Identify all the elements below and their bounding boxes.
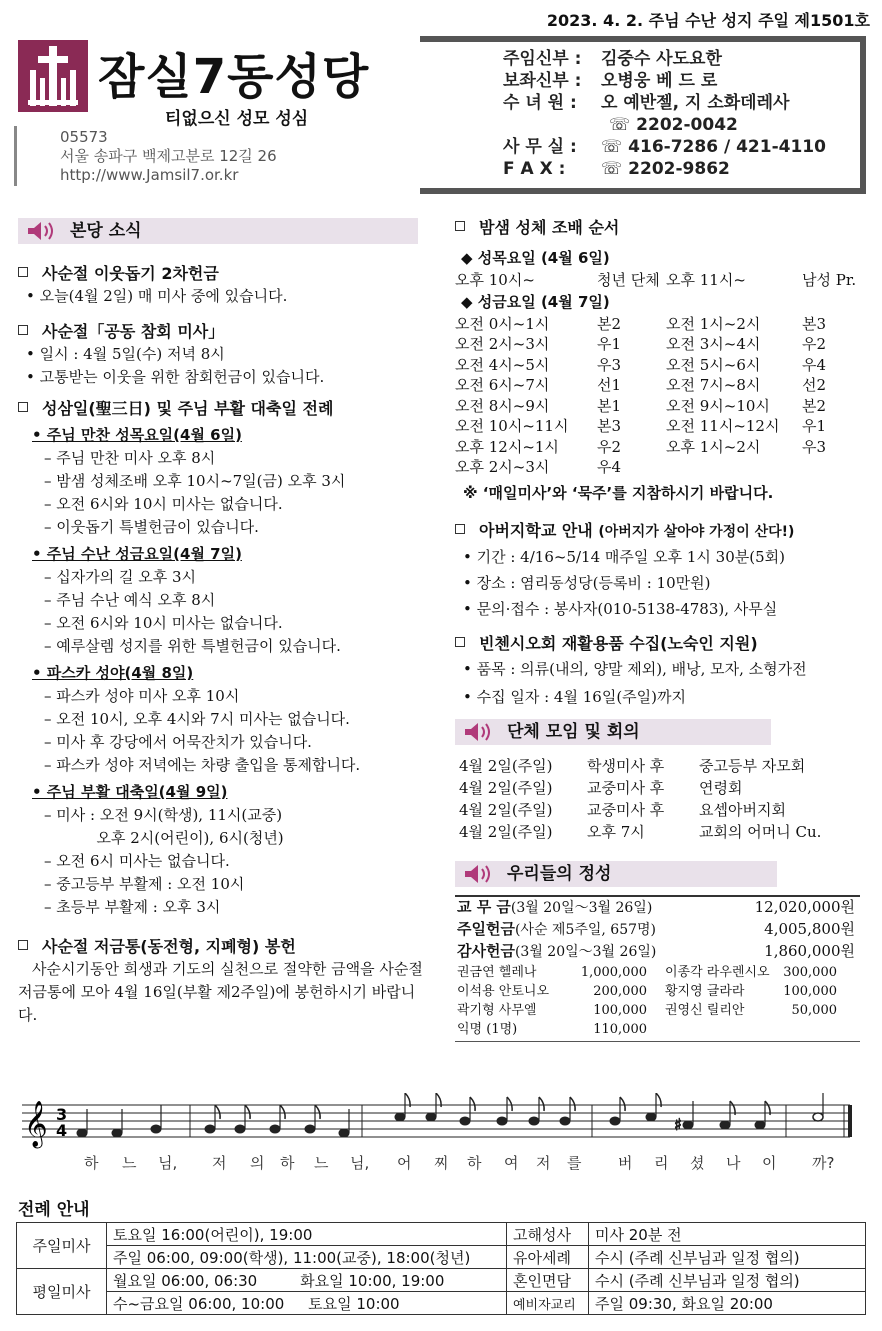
offering-name: 교 무 금 bbox=[457, 897, 511, 916]
triduum-day: • 파스카 성야(4월 8일) bbox=[32, 664, 194, 682]
donor-cell: 곽기형 사무엘 bbox=[457, 1002, 537, 1018]
item-title: 사순절 이웃돕기 2차헌금 bbox=[18, 262, 430, 285]
father-line: • 장소 : 염리동성당(등록비 : 10만원) bbox=[463, 573, 711, 592]
offering-row bbox=[457, 919, 855, 941]
donor-cell: 100,000 bbox=[593, 1002, 647, 1018]
note-head bbox=[112, 1129, 122, 1137]
infant-baptism-value: 수시 (주례 신부님과 일정 협의) bbox=[589, 1246, 866, 1269]
checkbox-icon bbox=[18, 267, 28, 277]
triduum-line: – 파스카 성야 미사 오후 10시 bbox=[44, 687, 240, 705]
note-head bbox=[77, 1129, 87, 1137]
schedule-cell: 우1 bbox=[802, 417, 827, 435]
checkbox-icon bbox=[18, 402, 28, 412]
lyric-syllable: 찌 bbox=[434, 1154, 449, 1172]
speaker-icon bbox=[26, 221, 56, 241]
donor-cell: 권금연 헬레나 bbox=[457, 964, 537, 980]
note-flag bbox=[245, 1105, 250, 1119]
lyric-syllable: 느 bbox=[122, 1154, 137, 1172]
meeting-cell: 오후 7시 bbox=[587, 822, 645, 841]
lyric-syllable: 나 bbox=[726, 1154, 741, 1172]
schedule-cell: 오전 2시~3시 bbox=[455, 335, 550, 353]
lyric-syllable: 리 bbox=[654, 1154, 669, 1172]
meeting-cell: 교회의 어머니 Cu. bbox=[699, 822, 822, 841]
item-title: 사순절「공동 참회 미사」 bbox=[18, 320, 430, 343]
triduum-line: – 파스카 성야 저녁에는 차량 출입을 통제합니다. bbox=[44, 756, 361, 774]
schedule-cell: 오전 6시~7시 bbox=[455, 376, 550, 394]
donor-cell bbox=[777, 1020, 837, 1039]
website-link[interactable]: http://www.Jamsil7.or.kr bbox=[60, 166, 239, 184]
note-flag bbox=[539, 1097, 544, 1111]
catechumen-label: 예비자교리 bbox=[507, 1292, 589, 1315]
lyric-syllable: 를 bbox=[567, 1154, 582, 1172]
section-header-parish-news: 본당 소식 bbox=[18, 218, 418, 244]
friday-label: ◆ 성금요일 (4월 7일) bbox=[461, 292, 610, 311]
triduum-line: – 주님 수난 예식 오후 8시 bbox=[44, 591, 216, 609]
note-head bbox=[460, 1117, 470, 1125]
treble-clef-icon: 𝄞 bbox=[24, 1101, 48, 1147]
item-bullet: • 오늘(4월 2일) 매 미사 중에 있습니다. bbox=[26, 287, 288, 305]
schedule-cell: 본3 bbox=[802, 314, 827, 333]
schedule-cell: 오전 8시~9시 bbox=[455, 396, 550, 415]
schedule-cell: 우2 bbox=[597, 437, 622, 456]
schedule-cell: 본2 bbox=[597, 314, 622, 333]
staff-row: F A X : ☏ 2202-9862 bbox=[503, 159, 730, 179]
triduum-line: – 오전 6시와 10시 미사는 없습니다. bbox=[44, 614, 283, 632]
schedule-cell: 본2 bbox=[802, 396, 827, 415]
staff-list bbox=[503, 48, 863, 180]
weekday-mass-2: 수~금요일 06:00, 10:00 토요일 10:00 bbox=[107, 1292, 507, 1315]
weekday-mass-1: 월요일 06:00, 06:30 화요일 10:00, 19:00 bbox=[107, 1269, 507, 1292]
schedule-cell: 본3 bbox=[597, 417, 622, 435]
section-header-meetings: 단체 모임 및 회의 bbox=[455, 719, 771, 745]
postcode: 05573 bbox=[60, 128, 108, 146]
note-head bbox=[270, 1125, 280, 1133]
staff-row: 수 녀 원 : 오 예반젤, 지 소화데레사 bbox=[503, 93, 790, 113]
offering-row bbox=[457, 897, 855, 919]
schedule-cell: 선2 bbox=[802, 376, 827, 394]
note-flag bbox=[215, 1105, 220, 1119]
schedule-cell: 오후 2시~3시 bbox=[455, 458, 550, 476]
triduum-line: – 오전 6시와 10시 미사는 없습니다. bbox=[44, 495, 283, 513]
note-head bbox=[560, 1117, 570, 1125]
offering-detail: (사순 제5주일, 657명) bbox=[514, 921, 657, 938]
sunday-mass-1: 토요일 16:00(어린이), 19:00 bbox=[107, 1223, 507, 1246]
meeting-cell: 연령회 bbox=[699, 778, 743, 797]
offering-row bbox=[457, 941, 855, 963]
note-flag bbox=[620, 1097, 625, 1111]
liturgy-table bbox=[16, 1222, 866, 1315]
meeting-row bbox=[459, 777, 870, 799]
checkbox-icon bbox=[455, 637, 465, 647]
confession-value: 미사 20분 전 bbox=[589, 1223, 866, 1246]
svg-text:4: 4 bbox=[56, 1121, 68, 1140]
infant-baptism-label: 유아세례 bbox=[507, 1246, 589, 1269]
lyric-syllable: 저 bbox=[212, 1154, 227, 1172]
offering-table bbox=[455, 897, 855, 963]
church-logo-icon bbox=[18, 40, 88, 112]
lyric-syllable: 하 bbox=[467, 1154, 482, 1172]
meeting-cell: 4월 2일(주일) bbox=[459, 756, 553, 775]
schedule-cell: 오전 7시~8시 bbox=[666, 376, 761, 394]
schedule-cell: 우4 bbox=[597, 458, 622, 476]
note-head bbox=[395, 1113, 405, 1121]
catechumen-value: 주일 09:30, 화요일 20:00 bbox=[589, 1292, 866, 1315]
meeting-row bbox=[459, 821, 870, 843]
father-line: • 기간 : 4/16~5/14 매주일 오후 1시 30분(5회) bbox=[463, 547, 785, 566]
triduum-line: – 이웃돕기 특별헌금이 있습니다. bbox=[44, 518, 259, 536]
triduum-day: • 주님 수난 성금요일(4월 7일) bbox=[32, 545, 242, 563]
note-head bbox=[813, 1113, 823, 1121]
sharp-icon: ♯ bbox=[674, 1115, 682, 1134]
donor-cell: 1,000,000 bbox=[580, 964, 647, 980]
item-title: 성삼일(聖三日) 및 주님 부활 대축일 전례 bbox=[18, 397, 430, 420]
donor-cell: 익명 (1명) bbox=[457, 1021, 518, 1037]
donor-cell: 이석용 안토니오 bbox=[457, 983, 550, 999]
offering-name: 주일헌금 bbox=[457, 919, 515, 938]
meeting-row bbox=[459, 755, 870, 777]
right-column bbox=[455, 216, 870, 1042]
weekday-mass-label: 평일미사 bbox=[17, 1269, 107, 1315]
schedule-cell: 우1 bbox=[597, 335, 622, 353]
svg-text:3: 3 bbox=[56, 1105, 68, 1124]
note-head bbox=[646, 1113, 656, 1121]
staff-row: 주임신부 : 김중수 사도요한 bbox=[503, 49, 722, 69]
lyric-syllable: 이 bbox=[762, 1154, 777, 1172]
note-flag bbox=[470, 1097, 475, 1111]
meeting-cell: 학생미사 후 bbox=[587, 756, 665, 775]
schedule-cell: 오전 9시~10시 bbox=[666, 396, 770, 415]
thursday-label: ◆ 성목요일 (4월 6일) bbox=[461, 249, 610, 267]
checkbox-icon bbox=[455, 221, 465, 231]
lyric-syllable: 하 bbox=[280, 1154, 295, 1172]
triduum-line: – 미사 후 강당에서 어묵잔치가 있습니다. bbox=[44, 733, 312, 751]
note-head bbox=[151, 1125, 161, 1133]
note-head bbox=[497, 1117, 507, 1125]
offering-amount: 4,005,800원 bbox=[764, 919, 855, 938]
donor-cell: 이종각 라우렌시오 bbox=[665, 964, 770, 980]
note-head bbox=[755, 1121, 765, 1129]
schedule-cell: 선1 bbox=[597, 376, 622, 394]
staff-row: ☏ 2202-0042 bbox=[609, 115, 738, 135]
offering-amount: 1,860,000원 bbox=[764, 941, 855, 960]
issue-line: 2023. 4. 2. 주님 수난 성지 주일 제1501호 bbox=[546, 11, 870, 30]
triduum-line: – 초등부 부활제 : 오후 3시 bbox=[44, 898, 221, 916]
lyric-syllable: 여 bbox=[504, 1154, 519, 1172]
music-staff bbox=[22, 1093, 862, 1153]
schedule-cell: 오전 3시~4시 bbox=[666, 335, 761, 353]
note-head bbox=[426, 1113, 436, 1121]
meetings-list bbox=[455, 755, 870, 843]
meeting-cell: 중고등부 자모회 bbox=[699, 756, 806, 775]
triduum-line: – 오전 6시 미사는 없습니다. bbox=[44, 852, 230, 870]
schedule-cell: 오후 12시~1시 bbox=[455, 437, 559, 456]
meeting-cell: 요셉아버지회 bbox=[699, 800, 786, 819]
meeting-cell: 4월 2일(주일) bbox=[459, 822, 553, 841]
meeting-cell: 교중미사 후 bbox=[587, 778, 665, 797]
staff-row: 보좌신부 : 오병웅 베 드 로 bbox=[503, 71, 718, 91]
lyric-syllable: 님, bbox=[158, 1154, 178, 1172]
donor-list bbox=[455, 963, 870, 1039]
offering-detail: (3월 20일～3월 26일) bbox=[510, 899, 653, 916]
recycle-line: • 수집 일자 : 4월 16일(주일)까지 bbox=[463, 687, 686, 706]
schedule-cell: 오전 1시~2시 bbox=[666, 314, 761, 333]
note-head bbox=[305, 1125, 315, 1133]
triduum-line: – 십자가의 길 오후 3시 bbox=[44, 568, 197, 586]
lyric-syllable: 어 bbox=[397, 1154, 412, 1172]
lyrics-line bbox=[22, 1152, 862, 1174]
lyric-syllable: 저 bbox=[536, 1154, 551, 1172]
section-header-offerings: 우리들의 정성 bbox=[455, 861, 777, 887]
triduum-line: – 밤샘 성체조배 오후 10시~7일(금) 오후 3시 bbox=[44, 472, 346, 490]
lyric-syllable: 의 bbox=[250, 1154, 265, 1172]
left-column bbox=[18, 218, 430, 1027]
adoration-title: 밤샘 성체 조배 순서 bbox=[455, 216, 870, 239]
item-bullet: • 일시 : 4월 5일(수) 저녁 8시 bbox=[26, 345, 225, 363]
speaker-icon bbox=[463, 864, 493, 884]
note-head bbox=[205, 1125, 215, 1133]
schedule-cell: 오전 10시~11시 bbox=[455, 417, 569, 435]
donor-cell: 300,000 bbox=[783, 964, 837, 980]
checkbox-icon bbox=[455, 524, 465, 534]
note-head bbox=[339, 1129, 349, 1137]
schedule-cell: 우4 bbox=[802, 355, 827, 374]
recycle-title: 빈첸시오회 재활용품 수집(노숙인 지원) bbox=[455, 632, 870, 655]
checkbox-icon bbox=[18, 940, 28, 950]
donor-cell bbox=[647, 1020, 777, 1039]
triduum-line: – 오전 10시, 오후 4시와 7시 미사는 없습니다. bbox=[44, 710, 350, 728]
donor-cell: 황지영 글라라 bbox=[665, 983, 745, 999]
schedule-cell: 오후 1시~2시 bbox=[666, 437, 761, 456]
note-flag bbox=[315, 1105, 320, 1119]
donor-cell: 110,000 bbox=[593, 1021, 647, 1037]
marriage-label: 혼인면담 bbox=[507, 1269, 589, 1292]
address: 서울 송파구 백제고분로 12길 26 bbox=[60, 147, 277, 165]
donor-cell: 100,000 bbox=[783, 983, 837, 999]
offering-bottom-rule bbox=[455, 1041, 860, 1042]
schedule-note: ※ ‘매일미사’와 ‘묵주’를 지참하시기 바랍니다. bbox=[463, 483, 774, 502]
triduum-day: • 주님 만찬 성목요일(4월 6일) bbox=[32, 426, 242, 444]
confession-label: 고해성사 bbox=[507, 1223, 589, 1246]
note-flag bbox=[507, 1097, 512, 1111]
offering-name: 감사헌금 bbox=[457, 941, 515, 960]
liturgy-title: 전례 안내 bbox=[18, 1200, 90, 1220]
triduum-line: – 주님 만찬 미사 오후 8시 bbox=[44, 449, 216, 467]
schedule-cell bbox=[802, 457, 862, 478]
triduum-line: – 중고등부 부활제 : 오전 10시 bbox=[44, 875, 245, 893]
father-line: • 문의·접수 : 봉사자(010-5138-4783), 사무실 bbox=[463, 599, 778, 618]
note-flag bbox=[280, 1105, 285, 1119]
triduum-line: 오후 2시(어린이), 6시(청년) bbox=[44, 829, 284, 847]
address-block bbox=[60, 128, 277, 185]
sunday-mass-2: 주일 06:00, 09:00(학생), 11:00(교중), 18:00(청년) bbox=[107, 1246, 507, 1269]
lyric-syllable: 느 bbox=[314, 1154, 329, 1172]
note-head bbox=[683, 1121, 693, 1129]
marriage-value: 수시 (주례 신부님과 일정 협의) bbox=[589, 1269, 866, 1292]
schedule-cell bbox=[662, 457, 802, 478]
sunday-mass-label: 주일미사 bbox=[17, 1223, 107, 1269]
meeting-cell: 4월 2일(주일) bbox=[459, 778, 553, 797]
meeting-cell: 교중미사 후 bbox=[587, 800, 665, 819]
lent-box-text: 사순시기동안 희생과 기도의 실천으로 절약한 금액을 사순절 저금통에 모아 4월 16일(부활 제2주일)에 봉헌하시기 바랍니다. bbox=[18, 960, 423, 1024]
note-head bbox=[720, 1121, 730, 1129]
checkbox-icon bbox=[18, 325, 28, 335]
lyric-syllable: 까? bbox=[812, 1154, 835, 1172]
schedule-cell: 우3 bbox=[802, 437, 827, 456]
offering-amount: 12,020,000원 bbox=[754, 897, 855, 916]
offering-detail: (3월 20일～3월 26일) bbox=[514, 943, 657, 960]
lyric-syllable: 셨 bbox=[690, 1154, 705, 1172]
lyric-syllable: 하 bbox=[84, 1154, 99, 1172]
parish-logo bbox=[18, 40, 88, 112]
schedule-cell: 오전 0시~1시 bbox=[455, 314, 550, 333]
schedule-cell: 오전 5시~6시 bbox=[666, 355, 761, 374]
speaker-icon bbox=[463, 722, 493, 742]
note-head bbox=[529, 1117, 539, 1125]
note-flag bbox=[570, 1097, 575, 1111]
item-title: 사순절 저금통(동전형, 지폐형) 봉헌 bbox=[18, 935, 430, 958]
staff-row: 사 무 실 : ☏ 416-7286 / 421-4110 bbox=[503, 137, 826, 157]
thursday-line: 오후 10시~ 청년 단체 오후 11시~ 남성 Pr. bbox=[455, 271, 857, 289]
schedule-cell: 우3 bbox=[597, 355, 622, 374]
patron: 티없으신 성모 성심 bbox=[165, 109, 309, 129]
triduum-line: – 미사 : 오전 9시(학생), 11시(교중) bbox=[44, 806, 283, 824]
schedule-cell: 우2 bbox=[802, 335, 827, 353]
item-bullet: • 고통받는 이웃을 위한 참회헌금이 있습니다. bbox=[26, 368, 325, 386]
schedule-cell: 본1 bbox=[597, 396, 622, 415]
friday-schedule bbox=[455, 314, 870, 478]
schedule-cell: 오전 11시~12시 bbox=[666, 417, 780, 435]
recycle-line: • 품목 : 의류(내의, 양말 제외), 배낭, 모자, 소형가전 bbox=[463, 659, 807, 678]
address-divider bbox=[14, 126, 17, 186]
note-head bbox=[235, 1125, 245, 1133]
lyric-syllable: 님, bbox=[350, 1154, 370, 1172]
donor-cell: 50,000 bbox=[791, 1002, 837, 1018]
triduum-day: • 주님 부활 대축일(4월 9일) bbox=[32, 783, 228, 801]
triduum-line: – 예루살렘 성지를 위한 특별헌금이 있습니다. bbox=[44, 637, 341, 655]
donor-cell: 200,000 bbox=[593, 983, 647, 999]
father-school-title: 아버지학교 안내 (아버지가 살아야 가정이 산다!) bbox=[455, 519, 870, 544]
note-head bbox=[610, 1117, 620, 1125]
parish-name: 잠실7동성당 bbox=[98, 49, 370, 105]
meeting-row bbox=[459, 799, 870, 821]
donor-cell: 권영신 릴리안 bbox=[665, 1002, 745, 1018]
lyric-syllable: 버 bbox=[618, 1154, 633, 1172]
schedule-cell: 오전 4시~5시 bbox=[455, 355, 550, 374]
meeting-cell: 4월 2일(주일) bbox=[459, 800, 553, 819]
